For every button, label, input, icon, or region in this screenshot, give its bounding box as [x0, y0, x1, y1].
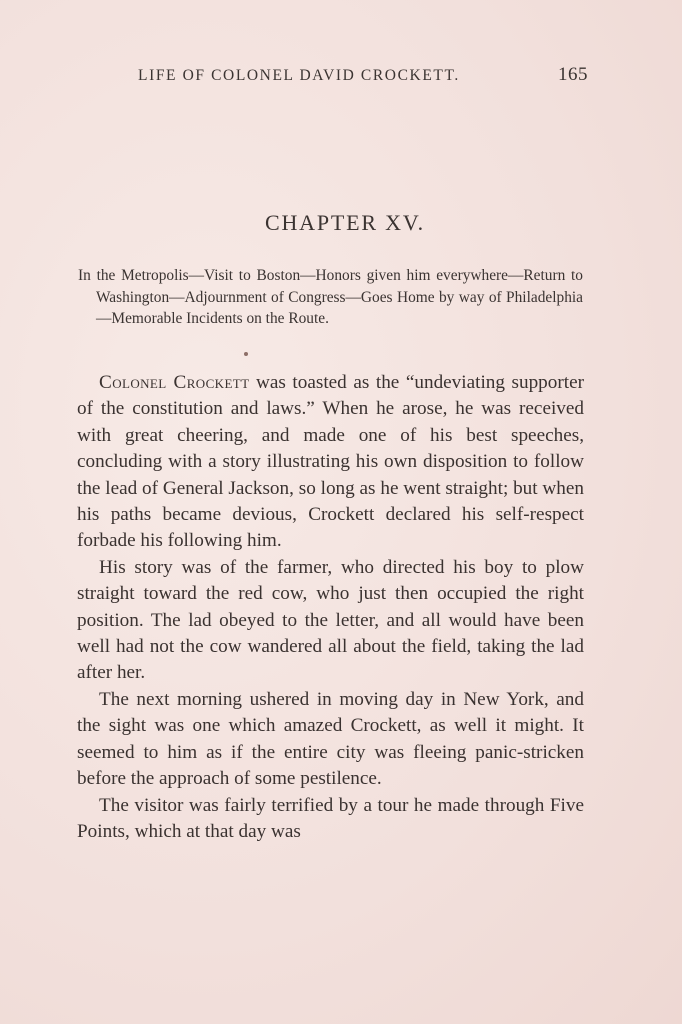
chapter-synopsis: In the Metropolis—Visit to Boston—Honors given him everywhere—Return to Washington—Adjournment of Congress—Goes Home by way of Philadelphia—Memorable Incidents on the Route. [78, 267, 583, 327]
paragraph-1-lead: Colonel Crockett [99, 372, 250, 393]
paragraph-3: The next morning ushered in moving day in New York, and the sight was one which amazed Crockett, as well it might. It seemed to him as if the entire city was fleeing panic-stricken before the approach of some pestilence. [77, 688, 584, 790]
ink-speck [244, 352, 248, 356]
paragraph-2: His story was of the farmer, who directed his boy to plow straight toward the red cow, who just then occupied the right position. The lad obeyed to the letter, and all would have been well had not the cow wandered all about the field, taking the lad after her. [77, 556, 584, 684]
running-title: LIFE OF COLONEL DAVID CROCKETT. [138, 67, 460, 84]
page-number: 165 [558, 64, 588, 85]
chapter-title: CHAPTER XV. [265, 210, 425, 235]
paragraph-1-text: was toasted as the “undeviating supporter of the constitution and laws.” When he arose, he was received with great cheering, and made one of his best speeches, concluding with a story illustrating his own disposition to follow the lead of General Jackson, so long as he went straight; but when his paths became devious, Crockett declared his self-respect forbade his following him. [77, 372, 584, 552]
body-text [77, 370, 584, 845]
paragraph-1 [77, 370, 584, 555]
running-head [138, 64, 588, 86]
paragraph-4: The visitor was fairly terrified by a tour he made through Five Points, which at that day was [77, 794, 584, 842]
